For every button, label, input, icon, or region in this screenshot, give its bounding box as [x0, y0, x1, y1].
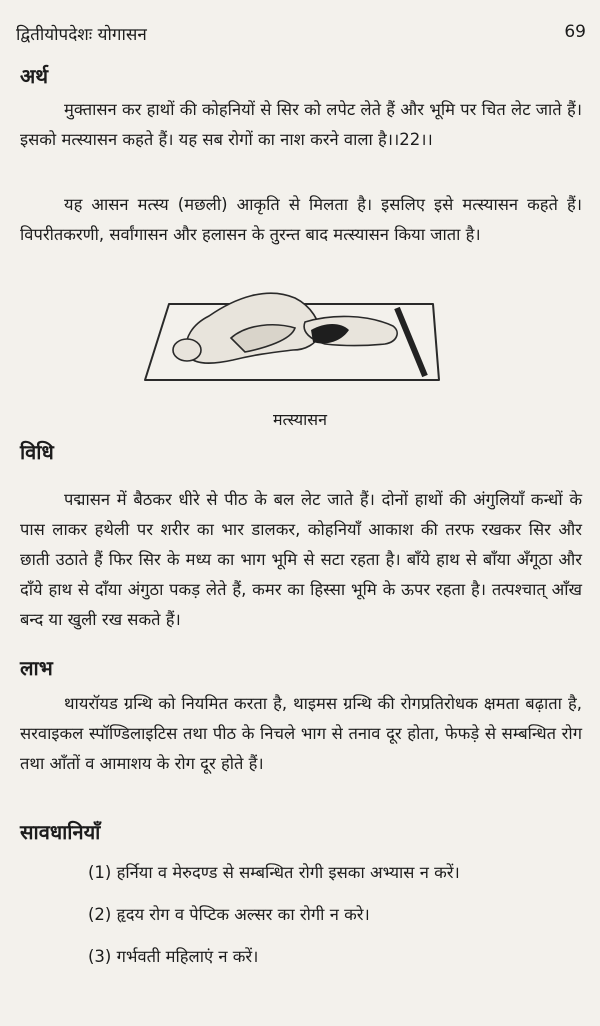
section-heading-artha: अर्थ — [20, 64, 49, 88]
section-heading-labh: लाभ — [20, 656, 53, 680]
section-heading-vidhi: विधि — [20, 440, 54, 464]
running-head — [16, 22, 586, 50]
list-item: (1) हर्निया व मेरुदण्ड से सम्बन्धित रोगी इसका अभ्यास न करें। — [88, 863, 460, 882]
page-number: 69 — [564, 22, 586, 42]
paragraph-labh: थायरॉयड ग्रन्थि को नियमित करता है, थाइमस ग्रन्थि की रोगप्रतिरोधक क्षमता बढ़ाता है, सरवाइकल स्पॉण्डिलाइटिस तथा पीठ के निचले भाग से तनाव दूर होता, फेफड़े से सम्बन्धित रोग तथा आँतों व आमाशय के रोग दूर होते हैं। — [20, 693, 582, 773]
figure-head — [173, 339, 201, 361]
list-item: (3) गर्भवती महिलाएं न करें। — [88, 947, 259, 966]
section-heading-savdhaniyan: सावधानियाँ — [20, 820, 101, 844]
paragraph-vidhi: पद्मासन में बैठकर धीरे से पीठ के बल लेट जाते हैं। दोनों हाथों की अंगुलियाँ कन्धों के पास लाकर हथेली पर शरीर का भार डालकर, कोहनियाँ आकाश की तरफ रखकर सिर और छाती उठाते हैं फिर सिर के मध्य का भाग भूमि से सटा रहता है। बाँये हाथ से बाँया अँगूठा और दाँये हाथ से दाँया अंगुठा पकड़ लेते हैं, कमर का हिस्सा भूमि के ऊपर रहता है। तत्पश्चात् आँख बन्द या खुली रख सकते हैं। — [20, 489, 582, 629]
mat-stripe — [397, 308, 425, 376]
figure-caption: मत्स्यासन — [272, 410, 328, 429]
paragraph-artha-1: मुक्तासन कर हाथों की कोहनियों से सिर को लपेट लेते हैं और भूमि पर चित लेट जाते हैं। इसको मत्स्यासन कहते हैं। यह सब रोगों का नाश करने वाला है।।22।। — [20, 99, 582, 149]
matsyasana-illustration — [135, 268, 450, 400]
running-title: द्वितीयोपदेशः योगासन — [16, 25, 147, 45]
list-item: (2) हृदय रोग व पेप्टिक अल्सर का रोगी न करे। — [88, 905, 370, 924]
paragraph-artha-2: यह आसन मत्स्य (मछली) आकृति से मिलता है। इसलिए इसे मत्स्यासन कहते हैं। विपरीतकरणी, सर्वांगासन और हलासन के तुरन्त बाद मत्स्यासन किया जाता है। — [20, 194, 582, 244]
